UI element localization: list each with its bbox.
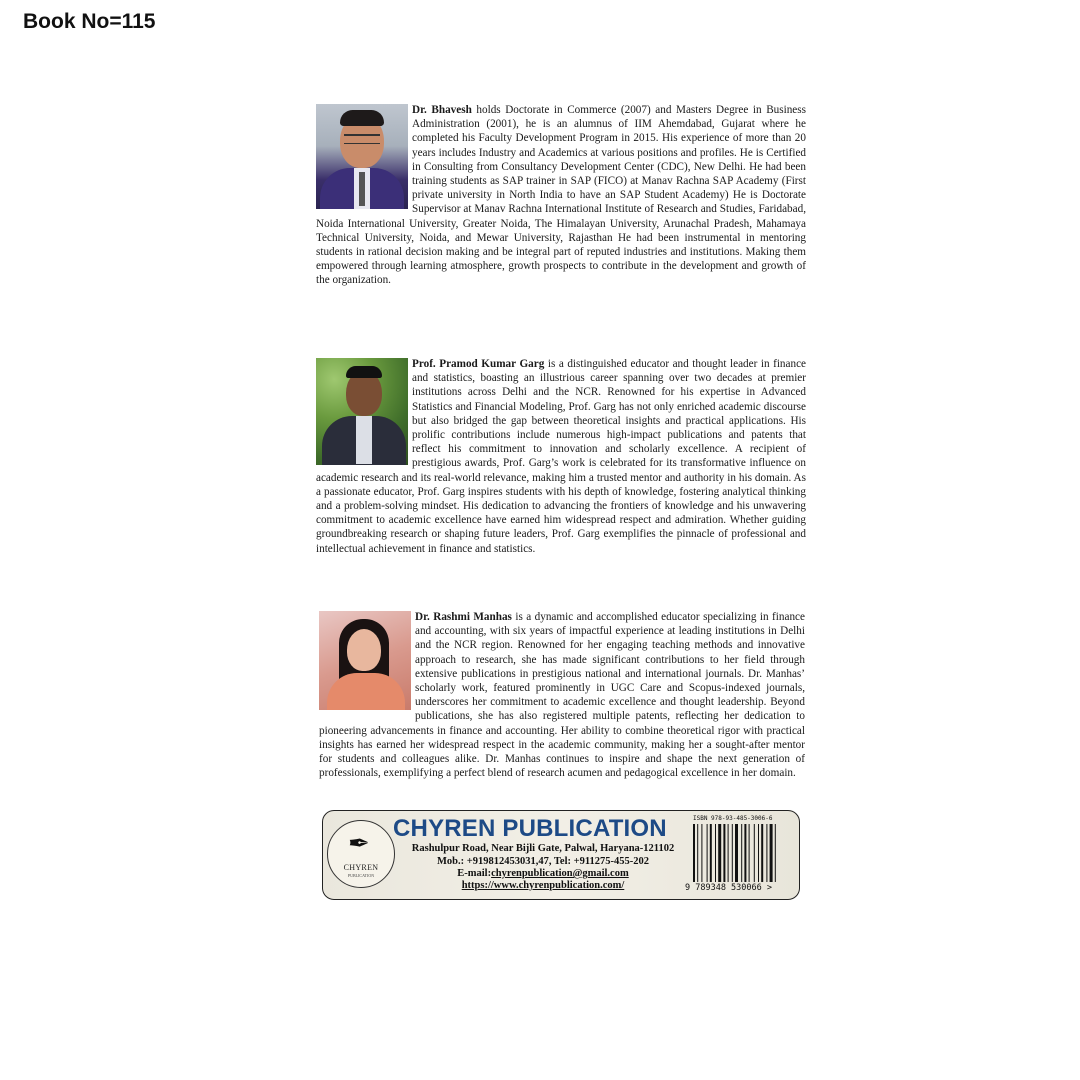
barcode-bar (758, 824, 759, 882)
author-name: Prof. Pramod Kumar Garg (412, 358, 545, 370)
author-photo (319, 611, 411, 710)
author-description: is a distinguished educator and thought leader in finance and statistics, boasting an illustrious career spanning over two decades at premier institutions across Delhi and the NCR. Renowned for his expertise in Advanced Statistics and Financial Modeling, Prof. Garg has not only enriched academic discourse but also bridged the gap between theoretical insights and practical applications. His prolific contributions include numerous high-impact publications and patents that reflect his commitment to innovation and scholarly excellence. A recipient of prestigious awards, Prof. Garg’s work is celebrated for its transformative influence on academic research and its real-world relevance, making him a trusted mentor and authority in his domain. As a passionate educator, Prof. Garg inspires students with his depth of knowledge, fostering analytical thinking and a problem-solving mindset. His dedication to advancing the frontiers of knowledge and his unwavering commitment to academic excellence have earned him widespread respect and admiration. Whether guiding groundbreaking research or shaping future leaders, Prof. Garg exemplifies the pinnacle of professional and intellectual achievement in finance and statistics. (316, 358, 807, 555)
barcode-number: 9 789348 530066 > (685, 883, 772, 893)
author-bio-manhas (319, 610, 805, 780)
publisher-address: Rashulpur Road, Near Bijli Gate, Palwal, Haryana-121102 (411, 843, 675, 854)
author-bio-bhavesh (316, 103, 806, 288)
barcode-bar (723, 824, 725, 882)
author-photo (316, 358, 408, 465)
quill-icon: ✒ (348, 829, 370, 859)
author-photo (316, 104, 408, 209)
publisher-name: CHYREN PUBLICATION (393, 815, 667, 842)
author-name: Dr. Bhavesh (412, 104, 472, 116)
barcode-bar (732, 824, 733, 882)
barcode-bar (744, 824, 746, 882)
author-description: holds Doctorate in Commerce (2007) and Masters Degree in Business Administration (2001), he is an alumnus of IIM Ahemdabad, Gujarat where he completed his Faculty Development Program in 2015. His experience of more than 20 years includes Industry and Academics at various positions and profiles. He is Certified in Consulting from Consultancy Development Center (CDC), New Delhi. He had been training students as SAP trainer in SAP (FICO) at Manav Rachna SAP Academy (First private university in North India to have an SAP Student Academy) He is Doctorate Supervisor at Manav Rachna International Institute of Research and Studies, Faridabad, Noida International University, Greater Noida, The Himalayan University, Arunachal Pradesh, Mahamaya Technical University, Noida, and Mewar University, Rajasthan He had been instrumental in mentoring students in rational decision making and be integral part of reputed industries and institutions. Making them empowered through learning atmosphere, growth prospects to contribute in the development and growth of the organization. (316, 104, 806, 287)
barcode-bar (735, 824, 738, 882)
barcode-bar (775, 824, 776, 882)
publisher-banner (322, 810, 800, 900)
barcode-bar (766, 824, 767, 882)
barcode-bar (707, 824, 708, 882)
publisher-logo: ✒ CHYREN PUBLICATION (327, 820, 395, 888)
barcode-bar (697, 824, 698, 882)
publisher-website-line (393, 880, 693, 892)
author-bio-garg (316, 357, 806, 556)
barcode-bar (718, 824, 721, 882)
author-description: is a dynamic and accomplished educator specializing in finance and accounting, with six years of impactful experience at leading institutions in Delhi and the NCR region. Renowned for her engaging teaching methods and innovative approach to research, she has made significant contributions to her field through extensive publications in prestigious national and international journals. Dr. Manhas’ scholarly work, featured prominently in UGC Care and Scopus-indexed journals, underscores her commitment to academic excellence and thought leadership. Beyond publications, she has also registered multiple patents, reflecting her dedication to pioneering advancements in finance and accounting. Her ability to combine theoretical rigor with practical insights has earned her widespread respect in the academic community, making her a sought-after mentor for students and colleagues alike. Dr. Manhas continues to inspire and shape the next generation of professionals, exemplifying a perfect blend of research acumen and pedagogical excellence in her domain. (319, 611, 805, 780)
barcode-bar (728, 824, 729, 882)
isbn-label: ISBN 978-93-485-3006-6 (693, 815, 773, 822)
publisher-website[interactable]: https://www.chyrenpublication.com/ (461, 880, 625, 891)
publisher-email[interactable]: chyrenpublication@gmail.com (491, 868, 629, 879)
barcode-bar (715, 824, 716, 882)
author-name: Dr. Rashmi Manhas (415, 611, 512, 623)
barcode-bar (741, 824, 742, 882)
barcode-bar (754, 824, 755, 882)
barcode-bar (749, 824, 750, 882)
publisher-email-line: E-mail:chyrenpublication@gmail.com (457, 868, 629, 879)
book-number: Book No=115 (23, 10, 156, 33)
barcode-bar (710, 824, 712, 882)
barcode-bar (701, 824, 702, 882)
publisher-phone: Mob.: +919812453031,47, Tel: +911275-455-202 (436, 856, 650, 867)
barcode-bar (761, 824, 763, 882)
isbn-barcode (685, 815, 795, 895)
barcode-bar (693, 824, 695, 882)
barcode-bar (770, 824, 773, 882)
